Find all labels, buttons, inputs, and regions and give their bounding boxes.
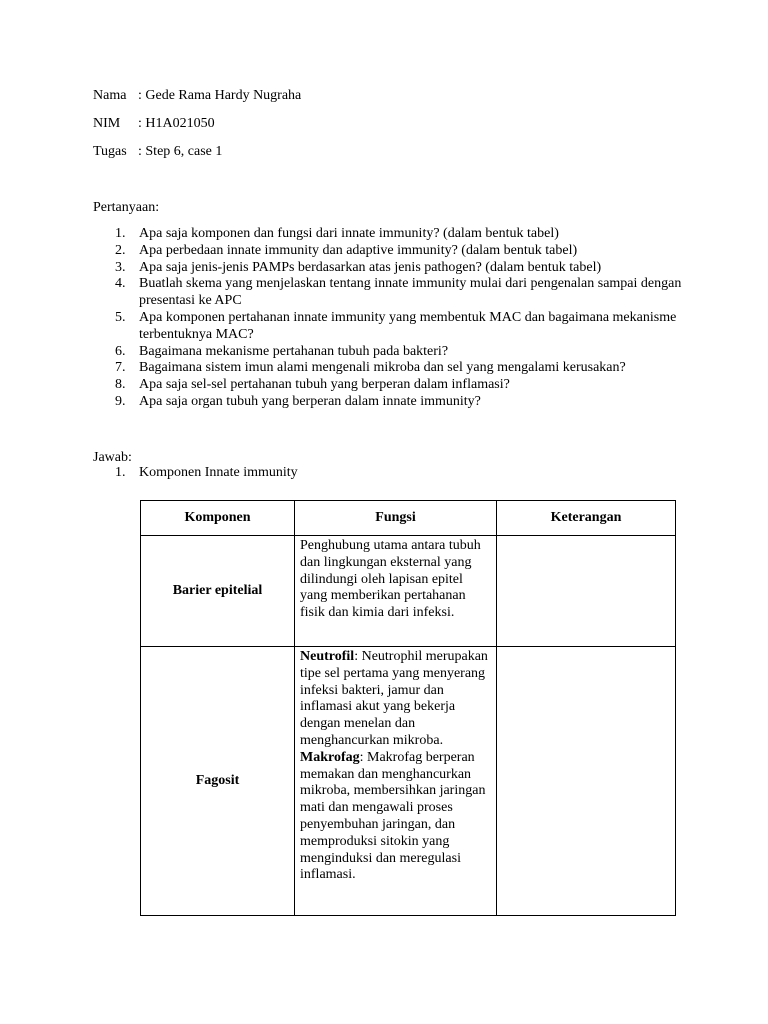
column-header: Fungsi	[295, 501, 497, 536]
question-item: 3. Apa saja jenis-jenis PAMPs berdasarkan atas jenis pathogen? (dalam bentuk tabel)	[115, 259, 602, 275]
nim-label: NIM	[93, 116, 121, 131]
nama-value: : Gede Rama Hardy Nugraha	[138, 88, 302, 103]
tugas-value: : Step 6, case 1	[138, 144, 223, 159]
makrofag-label: Makrofag	[300, 749, 360, 765]
question-item: 1. Apa saja komponen dan fungsi dari innate immunity? (dalam bentuk tabel)	[115, 226, 559, 241]
questions-heading: Pertanyaan:	[93, 200, 160, 215]
question-item: 4. Buatlah skema yang menjelaskan tentang innate immunity mulai dari pengenalan sampai dengan presentasi ke APC	[115, 276, 682, 309]
nama-row	[93, 86, 301, 106]
column-header: Komponen	[141, 501, 295, 536]
component-function: Penghubung utama antara tubuh dan lingkungan eksternal yang dilindungi oleh lapisan epitel yang memberikan pertahanan fisik dan kimia dari infeksi.	[295, 536, 497, 647]
makrofag-text: : Makrofag berperan memakan dan menghancurkan mikroba, membersihkan jaringan mati dan mengawali proses penyembuhan jaringan, dan memproduksi sitokin yang menginduksi dan meregulasi inflamasi.	[300, 749, 486, 883]
tugas-row	[93, 142, 222, 162]
component-function	[295, 647, 497, 916]
table-header-row	[141, 501, 676, 536]
nim-value: : H1A021050	[138, 116, 215, 131]
question-item: 2. Apa perbedaan innate immunity dan adaptive immunity? (dalam bentuk tabel)	[115, 242, 578, 258]
component-note	[497, 536, 676, 647]
innate-immunity-table	[140, 500, 676, 916]
question-item: 7. Bagaimana sistem imun alami mengenali mikroba dan sel yang mengalami kerusakan?	[115, 360, 626, 376]
tugas-label: Tugas	[93, 144, 127, 159]
nama-label: Nama	[93, 88, 127, 103]
table-row	[141, 647, 676, 916]
table-row	[141, 536, 676, 647]
answers-heading: Jawab:	[93, 450, 132, 465]
neutrofil-label: Neutrofil	[300, 649, 355, 664]
neutrofil-text: : Neutrophil merupakan tipe sel pertama yang menyerang infeksi bakteri, jamur dan inflamasi akut yang bekerja dengan menelan dan menghancurkan mikroba.	[300, 649, 488, 748]
questions-list	[93, 226, 683, 411]
document-page: Nama : Gede Rama Hardy Nugraha NIM : H1A021050 Tugas : Step 6, case 1 Pertanyaan: 1. Apa saja komponen dan fungsi dari innate immunity? (dalam bentuk tabel) 2. Apa perbedaan innate immunity dan adaptive immunity? (dalam bentuk tabel) 3. Apa saja jenis-jenis PAMPs berdasarkan atas jenis pathogen? (dalam bentuk tabel) 4. Buatlah skema yang menjelaskan tentang innate immunity mulai dari pengenalan sampai dengan presentasi ke APC 5. Apa komponen pertahanan innate immunity yang membentuk MAC dan bagaimana mekanisme terbentuknya MAC? 6. Bagaimana mekanisme pertahanan tubuh pada bakteri? 7. Bagaimana sistem imun alami mengenali mikroba dan sel yang mengalami kerusakan? 8. Apa saja sel-sel pertahanan tubuh yang berperan dalam inflamasi? 9. Apa saja organ tubuh yang berperan dalam innate immunity? Jawab: 1. Komponen Innate immunity Komponen Fungsi Keterangan Barier epitelial Penghubung utama antara tubuh dan lingkungan eksternal yang dilindungi oleh lapisan epitel yang memberikan pertahanan fisik dan kimia dari infeksi. Fagosit Neutrofil: Neutrophil merupakan tipe sel pertama yang menyerang infeksi bakteri, jamur dan inflamasi akut yang bekerja dengan menelan dan menghancurkan mikroba. Makrofag: Makrofag berperan memakan dan menghancurkan mikroba, membersihkan jaringan mati dan mengawali proses penyembuhan jaringan, dan memproduksi sitokin yang menginduksi dan meregulasi inflamasi.	[0, 0, 768, 1024]
component-name: Barier epitelial	[141, 536, 295, 647]
nim-row	[93, 114, 215, 134]
answer-title: Komponen Innate immunity	[139, 465, 298, 480]
column-header: Keterangan	[497, 501, 676, 536]
question-item: 8. Apa saja sel-sel pertahanan tubuh yang berperan dalam inflamasi?	[115, 377, 510, 393]
question-item: 6. Bagaimana mekanisme pertahanan tubuh pada bakteri?	[115, 343, 449, 359]
question-item: 5. Apa komponen pertahanan innate immunity yang membentuk MAC dan bagaimana mekanisme terbentuknya MAC?	[115, 309, 677, 342]
component-name: Fagosit	[141, 647, 295, 916]
question-item: 9. Apa saja organ tubuh yang berperan dalam innate immunity?	[115, 393, 481, 409]
component-note	[497, 647, 676, 916]
